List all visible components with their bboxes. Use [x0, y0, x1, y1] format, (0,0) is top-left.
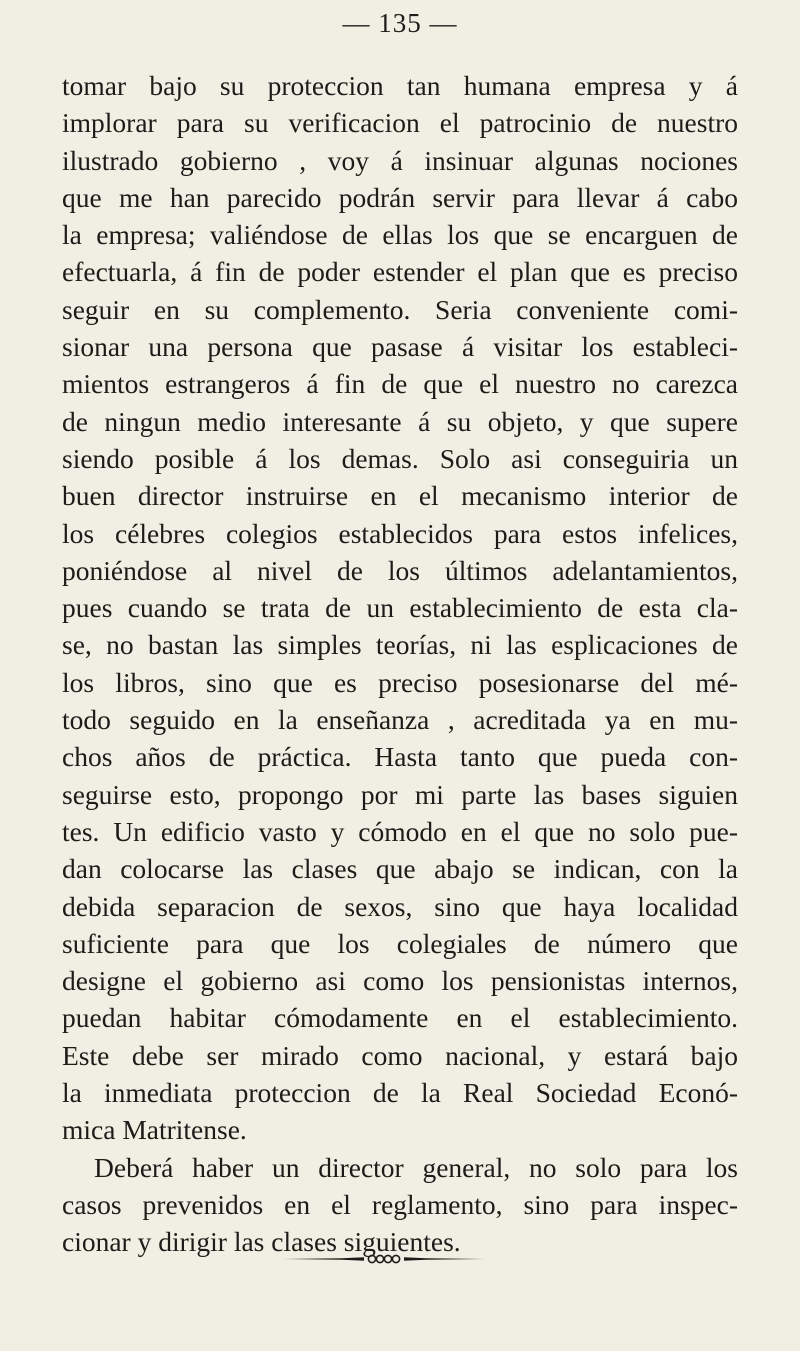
text-line: la empresa; valiéndose de ellas los que se encarguen de [62, 219, 738, 251]
text-line: que me han parecido podrán servir para llevar á cabo [62, 181, 738, 213]
text-line: sionar una persona que pasase á visitar los estableci- [62, 331, 738, 363]
text-line: seguir en su complemento. Seria conveniente comi- [62, 293, 738, 325]
text-line: chos años de práctica. Hasta tanto que pueda con- [62, 741, 738, 773]
text-line: se, no bastan las simples teorías, ni las esplicaciones de [62, 629, 738, 661]
text-line: poniéndose al nivel de los últimos adelantamientos, [62, 554, 738, 586]
text-line: puedan habitar cómodamente en el establecimiento. [62, 1002, 738, 1034]
text-line: efectuarla, á fin de poder estender el plan que es preciso [62, 256, 738, 288]
text-line: mientos estrangeros á fin de que el nuestro no carezca [62, 368, 738, 400]
text-line: debida separacion de sexos, sino que haya localidad [62, 890, 738, 922]
text-line: mica Matritense. [62, 1114, 247, 1146]
text-line: los célebres colegios establecidos para estos infelices, [62, 517, 738, 549]
text-line: de ningun medio interesante á su objeto, y que supere [62, 405, 738, 437]
text-line: pues cuando se trata de un establecimiento de esta cla- [62, 592, 738, 624]
text-line: casos prevenidos en el reglamento, sino para inspec- [62, 1188, 738, 1220]
text-line: los libros, sino que es preciso posesionarse del mé- [62, 666, 738, 698]
fleuron-rule-icon [284, 1253, 484, 1265]
text-line: dan colocarse las clases que abajo se indican, con la [62, 853, 738, 885]
text-line: tes. Un edificio vasto y cómodo en el que no solo pue- [62, 815, 738, 847]
text-line: la inmediata proteccion de la Real Sociedad Econó- [62, 1077, 738, 1109]
text-line: seguirse esto, propongo por mi parte las bases siguien [62, 778, 738, 810]
text-line: cionar y dirigir las clases siguientes. [62, 1226, 461, 1258]
text-line: Este debe ser mirado como nacional, y estará bajo [62, 1039, 738, 1071]
text-line: buen director instruirse en el mecanismo interior de [62, 480, 738, 512]
text-line: ilustrado gobierno , voy á insinuar algunas nociones [62, 144, 738, 176]
page-number: — 135 — [342, 8, 458, 38]
text-line: todo seguido en la enseñanza , acreditada ya en mu- [62, 704, 738, 736]
text-line: Deberá haber un director general, no solo para los [94, 1151, 738, 1183]
text-line: designe el gobierno asi como los pensionistas internos, [62, 965, 738, 997]
text-line: suficiente para que los colegiales de número que [62, 927, 738, 959]
body-text [62, 67, 738, 1261]
text-line: implorar para su verificacion el patrocinio de nuestro [62, 107, 738, 139]
text-line: tomar bajo su proteccion tan humana empresa y á [62, 70, 738, 101]
text-line: siendo posible á los demas. Solo asi conseguiria un [62, 442, 738, 474]
